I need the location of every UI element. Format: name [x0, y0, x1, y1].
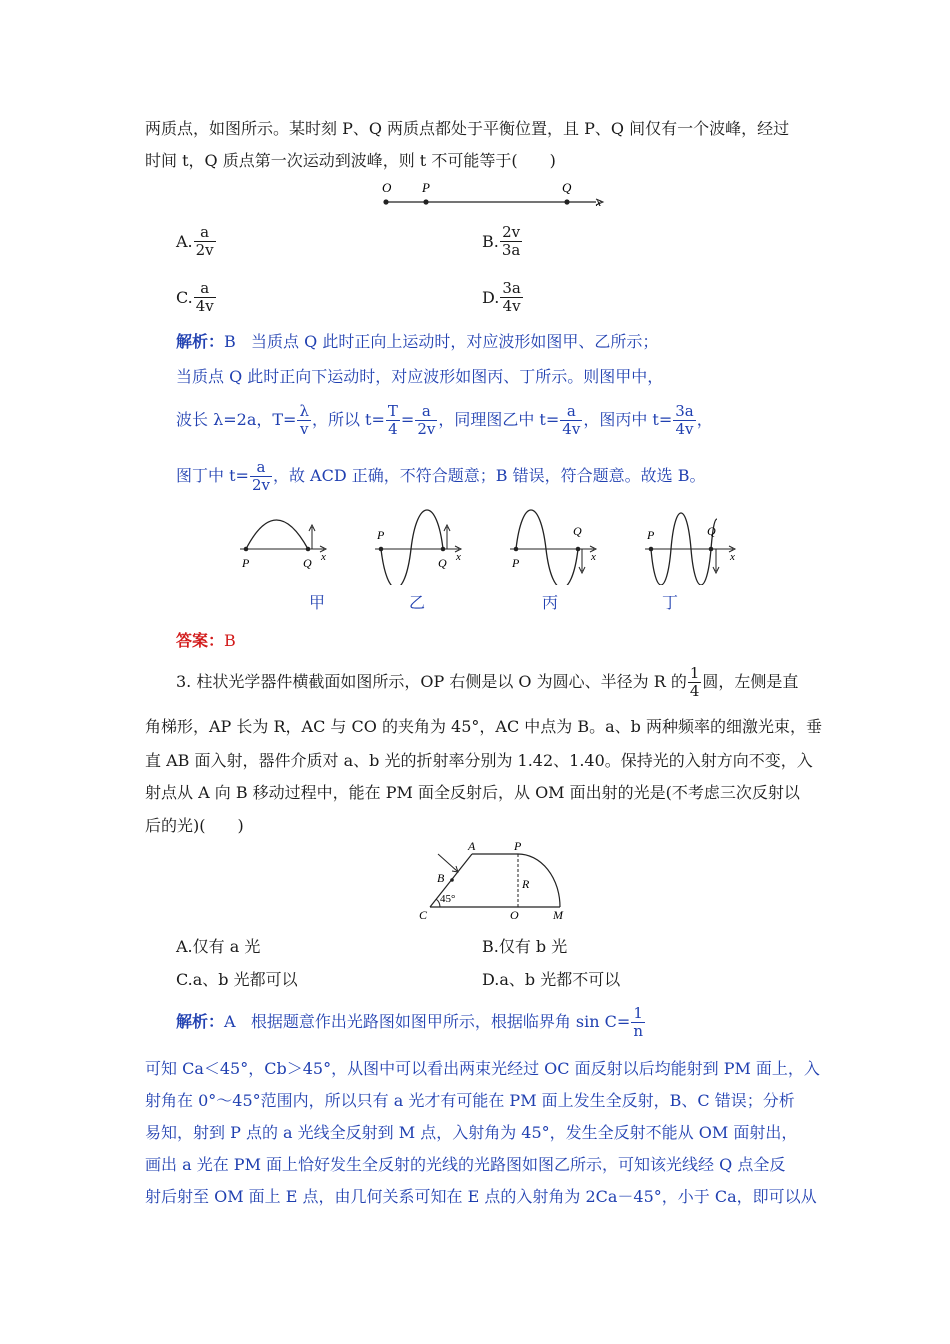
analysis-line4: 图丁中 t= $\frac{a}{2v}$ ，故 ACD 正确，不符合题意；B 错误，符合题意。故选 B。	[176, 458, 706, 494]
svg-text:x: x	[321, 551, 326, 563]
svg-text:P: P	[514, 839, 522, 853]
analysis-line2: 当质点 Q 此时正向下运动时，对应波形如图丙、丁所示。则图甲中，	[176, 367, 664, 386]
problem2-stem-line1: 两质点，如图所示。某时刻 P、Q 两质点都处于平衡位置，且 P、Q 间仅有一个波峰，经过	[145, 119, 790, 138]
analysis-line1: 解析：B 当质点 Q 此时正向上运动时，对应波形如图甲、乙所示；	[176, 332, 659, 351]
svg-text:P: P	[242, 556, 250, 570]
svg-text:O: O	[510, 908, 519, 922]
caption-ding: 丁	[662, 593, 679, 612]
analysis-line3: 波长 λ=2a，T= $\frac{\lambda}{v}$ ，所以 t= $\frac{T}{4}$ = $\frac{a}{2v}$ ，同理图乙中 t= $\frac{a}{4v}$ ，图丙中 t= $\frac{3a}{4v}$ ，	[176, 402, 713, 438]
point-O	[383, 199, 388, 204]
p3-analysis-line6: 射后射至 OM 面上 E 点，由几何关系可知在 E 点的入射角为 2Ca－45°，小于 Ca，即可以从	[145, 1187, 817, 1206]
label-x: x	[596, 195, 602, 209]
wave-figures	[236, 505, 746, 585]
svg-text:C: C	[419, 908, 428, 922]
svg-text:x: x	[591, 551, 596, 563]
p3-analysis-line5: 画出 a 光在 PM 面上恰好发生全反射的光线的光路图如图乙所示，可知该光线经 Q 点全反	[145, 1155, 786, 1174]
option-b[interactable]: B. $\frac{2v}{3a}$	[482, 223, 521, 259]
option-d[interactable]: D. $\frac{3a}{4v}$	[482, 279, 521, 315]
label-O: O	[382, 180, 392, 195]
p3-analysis-line2: 可知 Ca＜45°，Cb＞45°，从图中可以看出两束光经过 OC 面反射以后均能射到 PM 面上，入	[145, 1059, 820, 1078]
problem3-line4: 射点从 A 向 B 移动过程中，能在 PM 面全反射后，从 OM 面出射的光是(不考虑三次反射以	[145, 783, 800, 802]
p3-analysis-line3: 射角在 0°～45°范围内，所以只有 a 光才有可能在 PM 面上发生全反射，B、C 错误；分析	[145, 1091, 795, 1110]
problem3-line1: 3. 柱状光学器件横截面如图所示，OP 右侧是以 O 为圆心、半径为 R 的 $\frac{1}{4}$ 圆，左侧是直	[176, 664, 799, 700]
svg-text:Q: Q	[707, 524, 716, 538]
svg-text:A: A	[468, 839, 476, 853]
option-c[interactable]: C.a、b 光都可以	[176, 970, 298, 989]
svg-text:Q: Q	[438, 556, 447, 570]
wave-jia	[240, 520, 326, 570]
caption-yi: 乙	[409, 593, 426, 612]
svg-text:Q: Q	[303, 556, 312, 570]
label-Q: Q	[562, 180, 572, 195]
answer-line: 答案：B	[176, 631, 236, 650]
caption-bing: 丙	[542, 593, 559, 612]
axis-figure	[370, 176, 610, 212]
p3-analysis-line1: 解析：A 根据题意作出光路图如图甲所示，根据临界角 sin C= $\frac{1}{n}$	[176, 1004, 643, 1040]
svg-text:45°: 45°	[440, 893, 456, 905]
option-c[interactable]: C. $\frac{a}{4v}$	[176, 279, 214, 315]
wave-yi	[375, 510, 461, 585]
wave-ding	[645, 513, 735, 585]
problem3-line3: 直 AB 面入射，器件介质对 a、b 光的折射率分别为 1.42、1.40。保持光的入射方向不变，入	[145, 751, 813, 770]
svg-text:B: B	[437, 871, 445, 885]
svg-text:M: M	[553, 908, 563, 922]
problem2-stem-line2: 时间 t，Q 质点第一次运动到波峰，则 t 不可能等于( )	[145, 151, 556, 170]
option-d[interactable]: D.a、b 光都不可以	[482, 970, 621, 989]
svg-text:R: R	[522, 877, 530, 891]
svg-text:P: P	[512, 556, 520, 570]
problem3-line5: 后的光)( )	[145, 816, 244, 835]
point-Q	[564, 199, 569, 204]
svg-text:Q: Q	[573, 524, 582, 538]
svg-text:P: P	[647, 528, 655, 542]
svg-text:P: P	[377, 528, 385, 542]
label-P: P	[422, 180, 430, 195]
p3-analysis-line4: 易知，射到 P 点的 a 光线全反射到 M 点，入射角为 45°，发生全反射不能从 OM 面射出，	[145, 1123, 798, 1142]
option-a[interactable]: A.仅有 a 光	[176, 937, 261, 956]
problem3-line2: 角梯形，AP 长为 R，AC 与 CO 的夹角为 45°，AC 中点为 B。a、b 两种频率的细激光束，垂	[145, 717, 822, 736]
optical-device-figure	[410, 838, 580, 924]
wave-bing	[510, 510, 596, 585]
option-b[interactable]: B.仅有 b 光	[482, 937, 568, 956]
option-a[interactable]: A. $\frac{a}{2v}$	[176, 223, 214, 259]
point-P	[423, 199, 428, 204]
svg-text:x: x	[456, 551, 461, 563]
svg-text:x: x	[730, 551, 735, 563]
caption-jia: 甲	[309, 593, 326, 612]
